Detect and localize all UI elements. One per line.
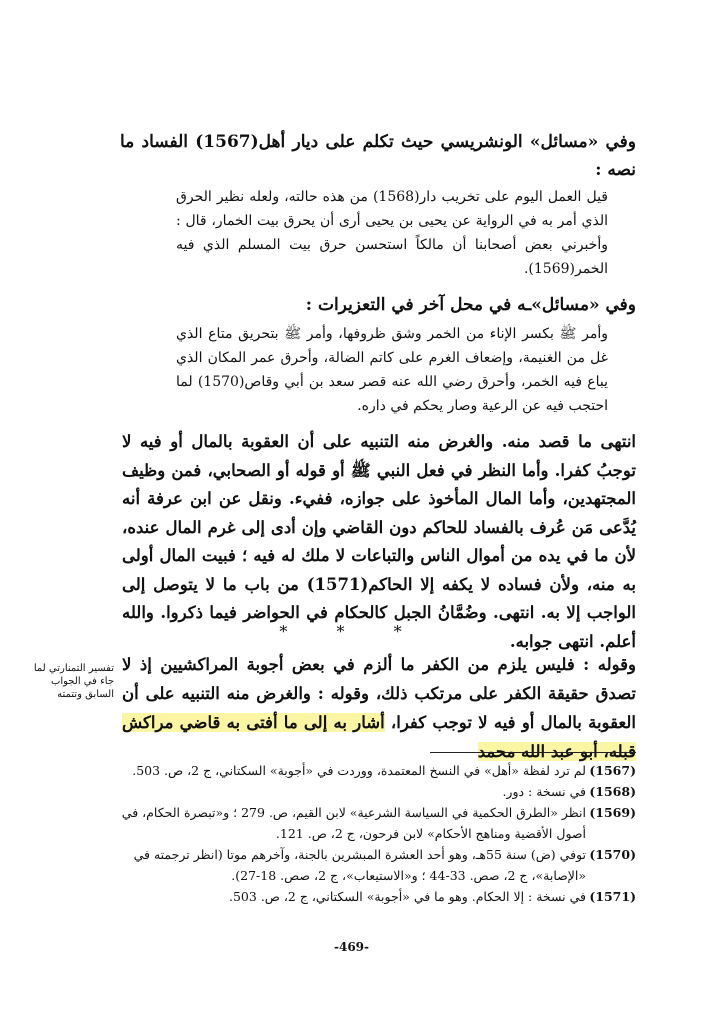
footnote-item <box>120 802 636 844</box>
footnote-text: انظر «الطرق الحكمية في السياسة الشرعية» لابن القيم، ص. 279 ؛ و«تبصرة الحكام، في أصول الأقضية ومناهج الأحكام» لابن فرحون، ج 2، ص. 121. <box>121 805 586 841</box>
section-intro: وفي «مسائل» الونشريسي حيث تكلم على ديار أهل(1567) الفساد ما نصه : <box>120 132 636 180</box>
footnote-divider <box>430 752 636 753</box>
footnote-number: (1567) <box>589 763 636 778</box>
footnote-number: (1570) <box>589 847 636 862</box>
footnotes <box>120 760 636 907</box>
footnote-item <box>120 886 636 907</box>
footnote-text: في نسخة : إلا الحكام. وهو ما في «أجوبة» السكتاني، ج 2، ص. 503. <box>229 889 586 904</box>
quotation-block: قيل العمل اليوم على تخريب دار(1568) من هذه حالته، ولعله نظير الحرق الذي أمر به في الرواية عن يحيى بن يحيى أرى أن يحرق بيت الخمار، قال : وأخبرني بعض أصحابنا أن مالكاً استحسن حرق بيت المسلم الذي فيه الخمر(1569). <box>176 189 608 277</box>
footnote-number: (1571) <box>589 889 636 904</box>
page-number: -469- <box>333 940 369 954</box>
highlighted-text: أشار به إلى ما أفتى به قاضي مراكش قبله، أبو عبد الله محمد <box>122 713 636 761</box>
section-separator: * * * <box>279 622 424 641</box>
footnote-item <box>120 781 636 802</box>
margin-note: تفسير التمنارتي لما جاء في الجواب السابق وتتمته <box>33 663 114 700</box>
quotation-block-2: وأمر ﷺ بكسر الإناء من الخمر وشق ظروفها، وأمر ﷺ بتحريق متاع الذي غل من الغنيمة، وإضعاف الغرم على كاتم الضالة، وأحرق عمر المكان الذي يباع فيه الخمر، وأحرق رضي الله عنه قصر سعد بن أبي وقاص(1570) لما احتجب فيه عن الرعية وصار يحكم في داره. <box>176 326 608 414</box>
paragraph-text: وقوله : فليس يلزم من الكفر ما ألزم في بعض أجوبة المراكشيين إذ لا تصدق حقيقة الكفر على مرتكب ذلك، وقوله : والغرض منه التنبيه على أن العقوبة بالمال أو فيه لا توجب كفرا، <box>122 655 636 732</box>
footnote-text: لم ترد لفظة «أهل» في النسخ المعتمدة، ووردت في «أجوبة» السكتاني، ج 2، ص. 503. <box>132 763 586 778</box>
footnote-number: (1569) <box>589 805 636 820</box>
footnote-text: في نسخة : دور. <box>502 784 586 799</box>
body-paragraph: انتهى ما قصد منه. والغرض منه التنبيه على أن العقوبة بالمال أو فيه لا توجبُ كفرا. وأما النظر في فعل النبي ﷺ أو قوله أو الصحابي، فمن وظيف المجتهدين، وأما المال المأخوذ على جوازه، ففيء. ونقل عن ابن عرفة أنه يُدَّعى مَن عُرف بالفساد للحاكم دون القاضي وإن أدى إلى غرم المال عنده، لأن ما في يده من أموال الناس والتباعات لا ملك له فيه ؛ فبيت المال أولى به منه، ولأن فساده لا يكفه إلا الحاكم(1571) من باب ما لا يتوصل إلى الواجب إلا به. انتهى. وضُمَّانُ الجبل كالحكام في الحواضر فيما ذكروا. والله أعلم. انتهى جوابه. <box>122 432 636 651</box>
footnote-item <box>120 760 636 781</box>
footnote-text: توفي (ض) سنة 55هـ، وهو أحد العشرة المبشرين بالجنة، وآخرهم موتا (انظر ترجمته في «الإصابة»، ج 2، صص. 33-44 ؛ و«الاستيعاب»، ج 2، صص. 18-27). <box>133 847 586 883</box>
footnote-number: (1568) <box>589 784 636 799</box>
footnote-item <box>120 844 636 886</box>
second-intro: وفي «مسائل»ـه في محل آخر في التعزيرات : <box>305 295 636 315</box>
body-paragraph-2 <box>122 650 636 766</box>
